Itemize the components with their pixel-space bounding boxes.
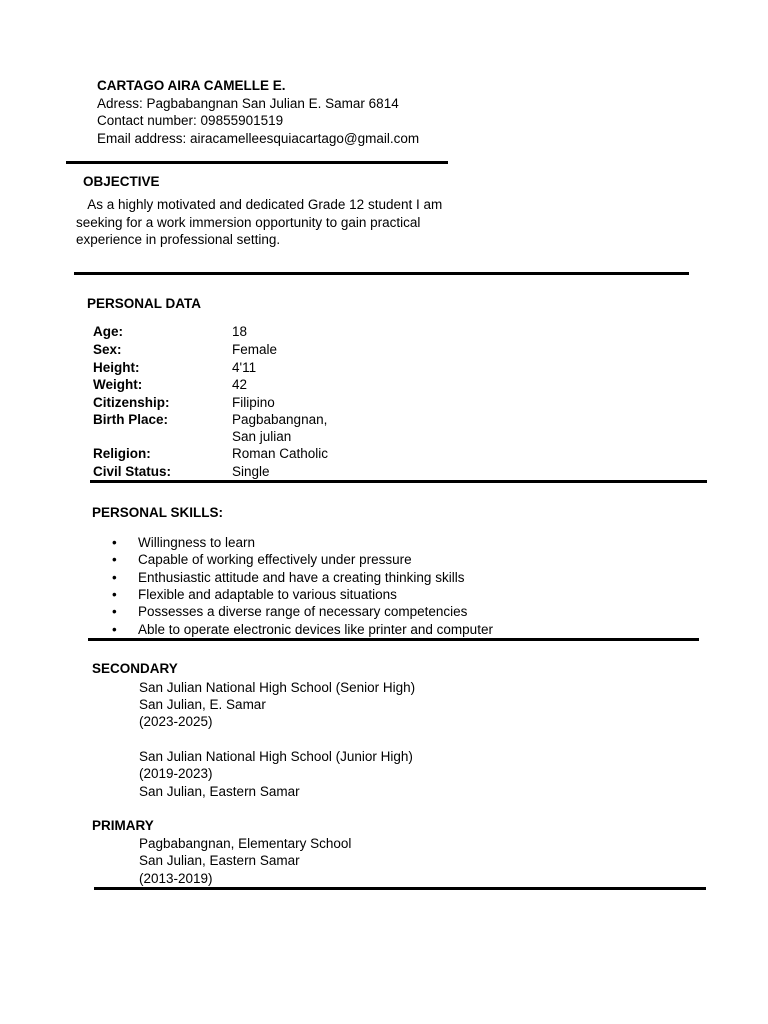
junior-high-school: San Julian National High School (Junior High) — [139, 749, 413, 764]
skill-text: Willingness to learn — [138, 535, 256, 550]
bullet-icon: • — [112, 587, 117, 602]
bullet-icon: • — [112, 535, 117, 550]
junior-high-place: San Julian, Eastern Samar — [139, 784, 300, 799]
pd-label-weight: Weight: — [93, 377, 143, 392]
senior-high-years: (2023-2025) — [139, 714, 213, 729]
pd-label-sex: Sex: — [93, 342, 122, 357]
primary-heading: PRIMARY — [92, 818, 154, 833]
secondary-heading: SECONDARY — [92, 661, 178, 676]
pd-value-citizenship: Filipino — [232, 395, 275, 410]
email-line: Email address: airacamelleesquiacartago@gmail.com — [97, 130, 420, 146]
contact-header — [97, 77, 419, 147]
pd-label-age: Age: — [93, 324, 123, 339]
senior-high-place: San Julian, E. Samar — [139, 697, 266, 712]
skills-divider — [88, 638, 699, 641]
pd-value-weight: 42 — [232, 377, 248, 392]
skill-text: Flexible and adaptable to various situations — [138, 587, 397, 602]
pd-label-height: Height: — [93, 360, 140, 375]
pd-value-civil-status: Single — [232, 464, 270, 479]
address-line: Adress: Pagbabangnan San Julian E. Samar 6814 — [97, 95, 399, 111]
bullet-icon: • — [112, 622, 117, 637]
personal-data-heading: PERSONAL DATA — [87, 296, 202, 311]
list-item — [112, 621, 493, 638]
pd-label-citizenship: Citizenship: — [93, 395, 170, 410]
pd-value-birth-place: Pagbabangnan, — [232, 412, 328, 427]
list-item — [112, 551, 412, 568]
skill-text: Possesses a diverse range of necessary competencies — [138, 604, 468, 619]
list-item — [112, 603, 467, 620]
pd-value-birth-place-2: San julian — [232, 429, 292, 444]
pd-label-religion: Religion: — [93, 446, 151, 461]
list-item — [112, 534, 255, 551]
bullet-icon: • — [112, 570, 117, 585]
senior-high-school: San Julian National High School (Senior High) — [139, 680, 416, 695]
primary-years: (2013-2019) — [139, 871, 213, 886]
header-divider — [66, 161, 448, 164]
pd-value-sex: Female — [232, 342, 278, 357]
list-item — [112, 586, 397, 603]
skill-text: Capable of working effectively under pressure — [138, 552, 412, 567]
applicant-name: CARTAGO AIRA CAMELLE E. — [97, 78, 286, 93]
bullet-icon: • — [112, 552, 117, 567]
bullet-icon: • — [112, 604, 117, 619]
pd-label-birth-place: Birth Place: — [93, 412, 169, 427]
primary-place: San Julian, Eastern Samar — [139, 853, 300, 868]
pd-label-civil-status: Civil Status: — [93, 464, 172, 479]
primary-school: Pagbabangnan, Elementary School — [139, 836, 352, 851]
objective-heading: OBJECTIVE — [83, 174, 160, 189]
personal-data-divider — [90, 480, 707, 483]
pd-value-religion: Roman Catholic — [232, 446, 329, 461]
skill-text: Enthusiastic attitude and have a creating thinking skills — [138, 570, 465, 585]
skill-text: Able to operate electronic devices like printer and computer — [138, 622, 493, 637]
pd-value-height: 4'11 — [232, 360, 257, 375]
pd-value-age: 18 — [232, 324, 248, 339]
objective-text: As a highly motivated and dedicated Grade 12 student I am seeking for a work immersion opportunity to gain practical experience in professional setting. — [76, 197, 446, 247]
list-item — [112, 569, 464, 586]
objective-divider — [74, 272, 689, 275]
education-divider — [94, 887, 706, 890]
contact-number-line: Contact number: 09855901519 — [97, 113, 284, 128]
junior-high-years: (2019-2023) — [139, 766, 213, 781]
skills-heading: PERSONAL SKILLS: — [92, 505, 224, 520]
